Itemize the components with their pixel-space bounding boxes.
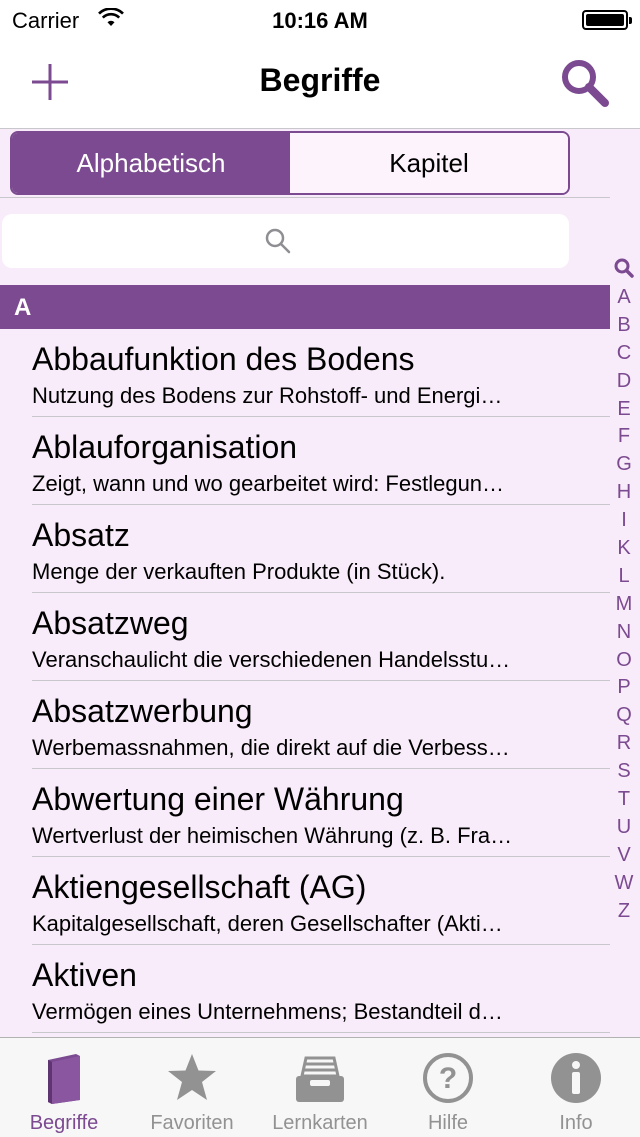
clock: 10:16 AM (272, 8, 368, 33)
segmented-control (10, 131, 570, 195)
index-letter[interactable]: F (617, 425, 631, 448)
term-subtitle: Werbemassnahmen, die direkt auf die Verbess… (32, 735, 510, 760)
index-letter[interactable]: A (617, 286, 631, 308)
list-item[interactable] (0, 857, 610, 945)
term-title: Aktiven (32, 957, 137, 993)
index-letter[interactable]: V (617, 843, 631, 866)
index-letter[interactable]: K (617, 537, 631, 560)
tab-label: Lernkarten (272, 1112, 368, 1134)
search-icon[interactable] (558, 56, 610, 108)
index-letter[interactable]: T (617, 788, 631, 811)
tab-lernkarten[interactable] (256, 1038, 384, 1137)
segment-alphabetisch[interactable]: Alphabetisch (12, 133, 290, 193)
index-letter[interactable]: O (616, 648, 632, 671)
segment-kapitel[interactable]: Kapitel (290, 133, 568, 193)
term-title: Aktiengesellschaft (AG) (32, 869, 367, 905)
navigation-bar (0, 40, 640, 129)
index-letter[interactable]: Q (616, 704, 632, 727)
list-item[interactable] (0, 945, 610, 1033)
index-letter[interactable]: L (618, 564, 630, 587)
index-letter[interactable]: W (614, 871, 634, 894)
tab-hilfe[interactable] (384, 1038, 512, 1137)
tab-label: Favoriten (150, 1112, 234, 1134)
term-subtitle: Wertverlust der heimischen Währung (z. B. Fra… (32, 823, 513, 848)
term-subtitle: Veranschaulicht die verschiedenen Handelsstu… (32, 647, 511, 672)
list-item[interactable] (0, 417, 610, 505)
divider (0, 197, 610, 198)
index-letter[interactable]: E (617, 397, 631, 420)
term-subtitle: Vermögen eines Unternehmens; Bestandteil d… (32, 999, 503, 1024)
index-letter[interactable]: H (616, 481, 632, 504)
index-letter[interactable]: B (617, 313, 631, 336)
content-area (0, 129, 640, 1037)
index-letter[interactable]: M (615, 592, 633, 615)
card-box-icon (292, 1050, 348, 1106)
star-icon (164, 1050, 220, 1106)
battery-icon (582, 10, 628, 30)
index-letter[interactable]: D (616, 369, 632, 392)
tab-info[interactable] (512, 1038, 640, 1137)
tab-label: Begriffe (29, 1112, 99, 1134)
index-search-icon[interactable] (613, 256, 635, 284)
term-title: Absatzwerbung (32, 693, 253, 729)
term-subtitle: Menge der verkauften Produkte (in Stück). (32, 559, 446, 584)
term-list (0, 329, 610, 1033)
book-icon (36, 1050, 92, 1106)
tab-bar (0, 1037, 640, 1137)
list-item[interactable] (0, 593, 610, 681)
list-item[interactable] (0, 769, 610, 857)
list-item[interactable] (0, 681, 610, 769)
term-subtitle: Zeigt, wann und wo gearbeitet wird: Festlegun… (32, 471, 505, 496)
term-title: Abwertung einer Währung (32, 781, 404, 817)
index-letter[interactable]: G (616, 453, 632, 476)
index-letter[interactable]: U (616, 815, 632, 838)
section-letter: A (14, 294, 32, 321)
carrier-label: Carrier (12, 8, 80, 33)
term-subtitle: Kapitalgesellschaft, deren Gesellschafter (Akti… (32, 911, 503, 936)
list-item[interactable] (0, 329, 610, 417)
info-icon (548, 1050, 604, 1106)
search-field-icon (264, 227, 292, 255)
tab-begriffe[interactable] (0, 1038, 128, 1137)
section-index (608, 256, 640, 925)
tab-label: Hilfe (427, 1112, 468, 1134)
page-title: Begriffe (259, 62, 381, 98)
section-header (0, 285, 610, 329)
search-input[interactable] (2, 214, 569, 268)
index-letter[interactable]: N (616, 620, 632, 643)
svg-text:?: ? (438, 1062, 458, 1095)
index-letter[interactable]: P (617, 676, 631, 699)
index-letter[interactable]: C (616, 341, 632, 364)
term-title: Absatzweg (32, 605, 189, 641)
term-title: Ablauforganisation (32, 429, 298, 465)
term-title: Abbaufunktion des Bodens (32, 341, 415, 377)
help-icon (420, 1050, 476, 1106)
term-title: Absatz (32, 517, 130, 553)
index-letter[interactable]: Z (617, 899, 631, 922)
index-letter[interactable]: I (621, 509, 627, 532)
index-letter[interactable]: R (616, 732, 632, 755)
tab-favoriten[interactable] (128, 1038, 256, 1137)
tab-label: Info (559, 1112, 593, 1134)
status-bar (0, 0, 640, 40)
term-subtitle: Nutzung des Bodens zur Rohstoff- und Energi… (32, 383, 503, 408)
index-letter[interactable]: S (617, 760, 631, 783)
list-item[interactable] (0, 505, 610, 593)
